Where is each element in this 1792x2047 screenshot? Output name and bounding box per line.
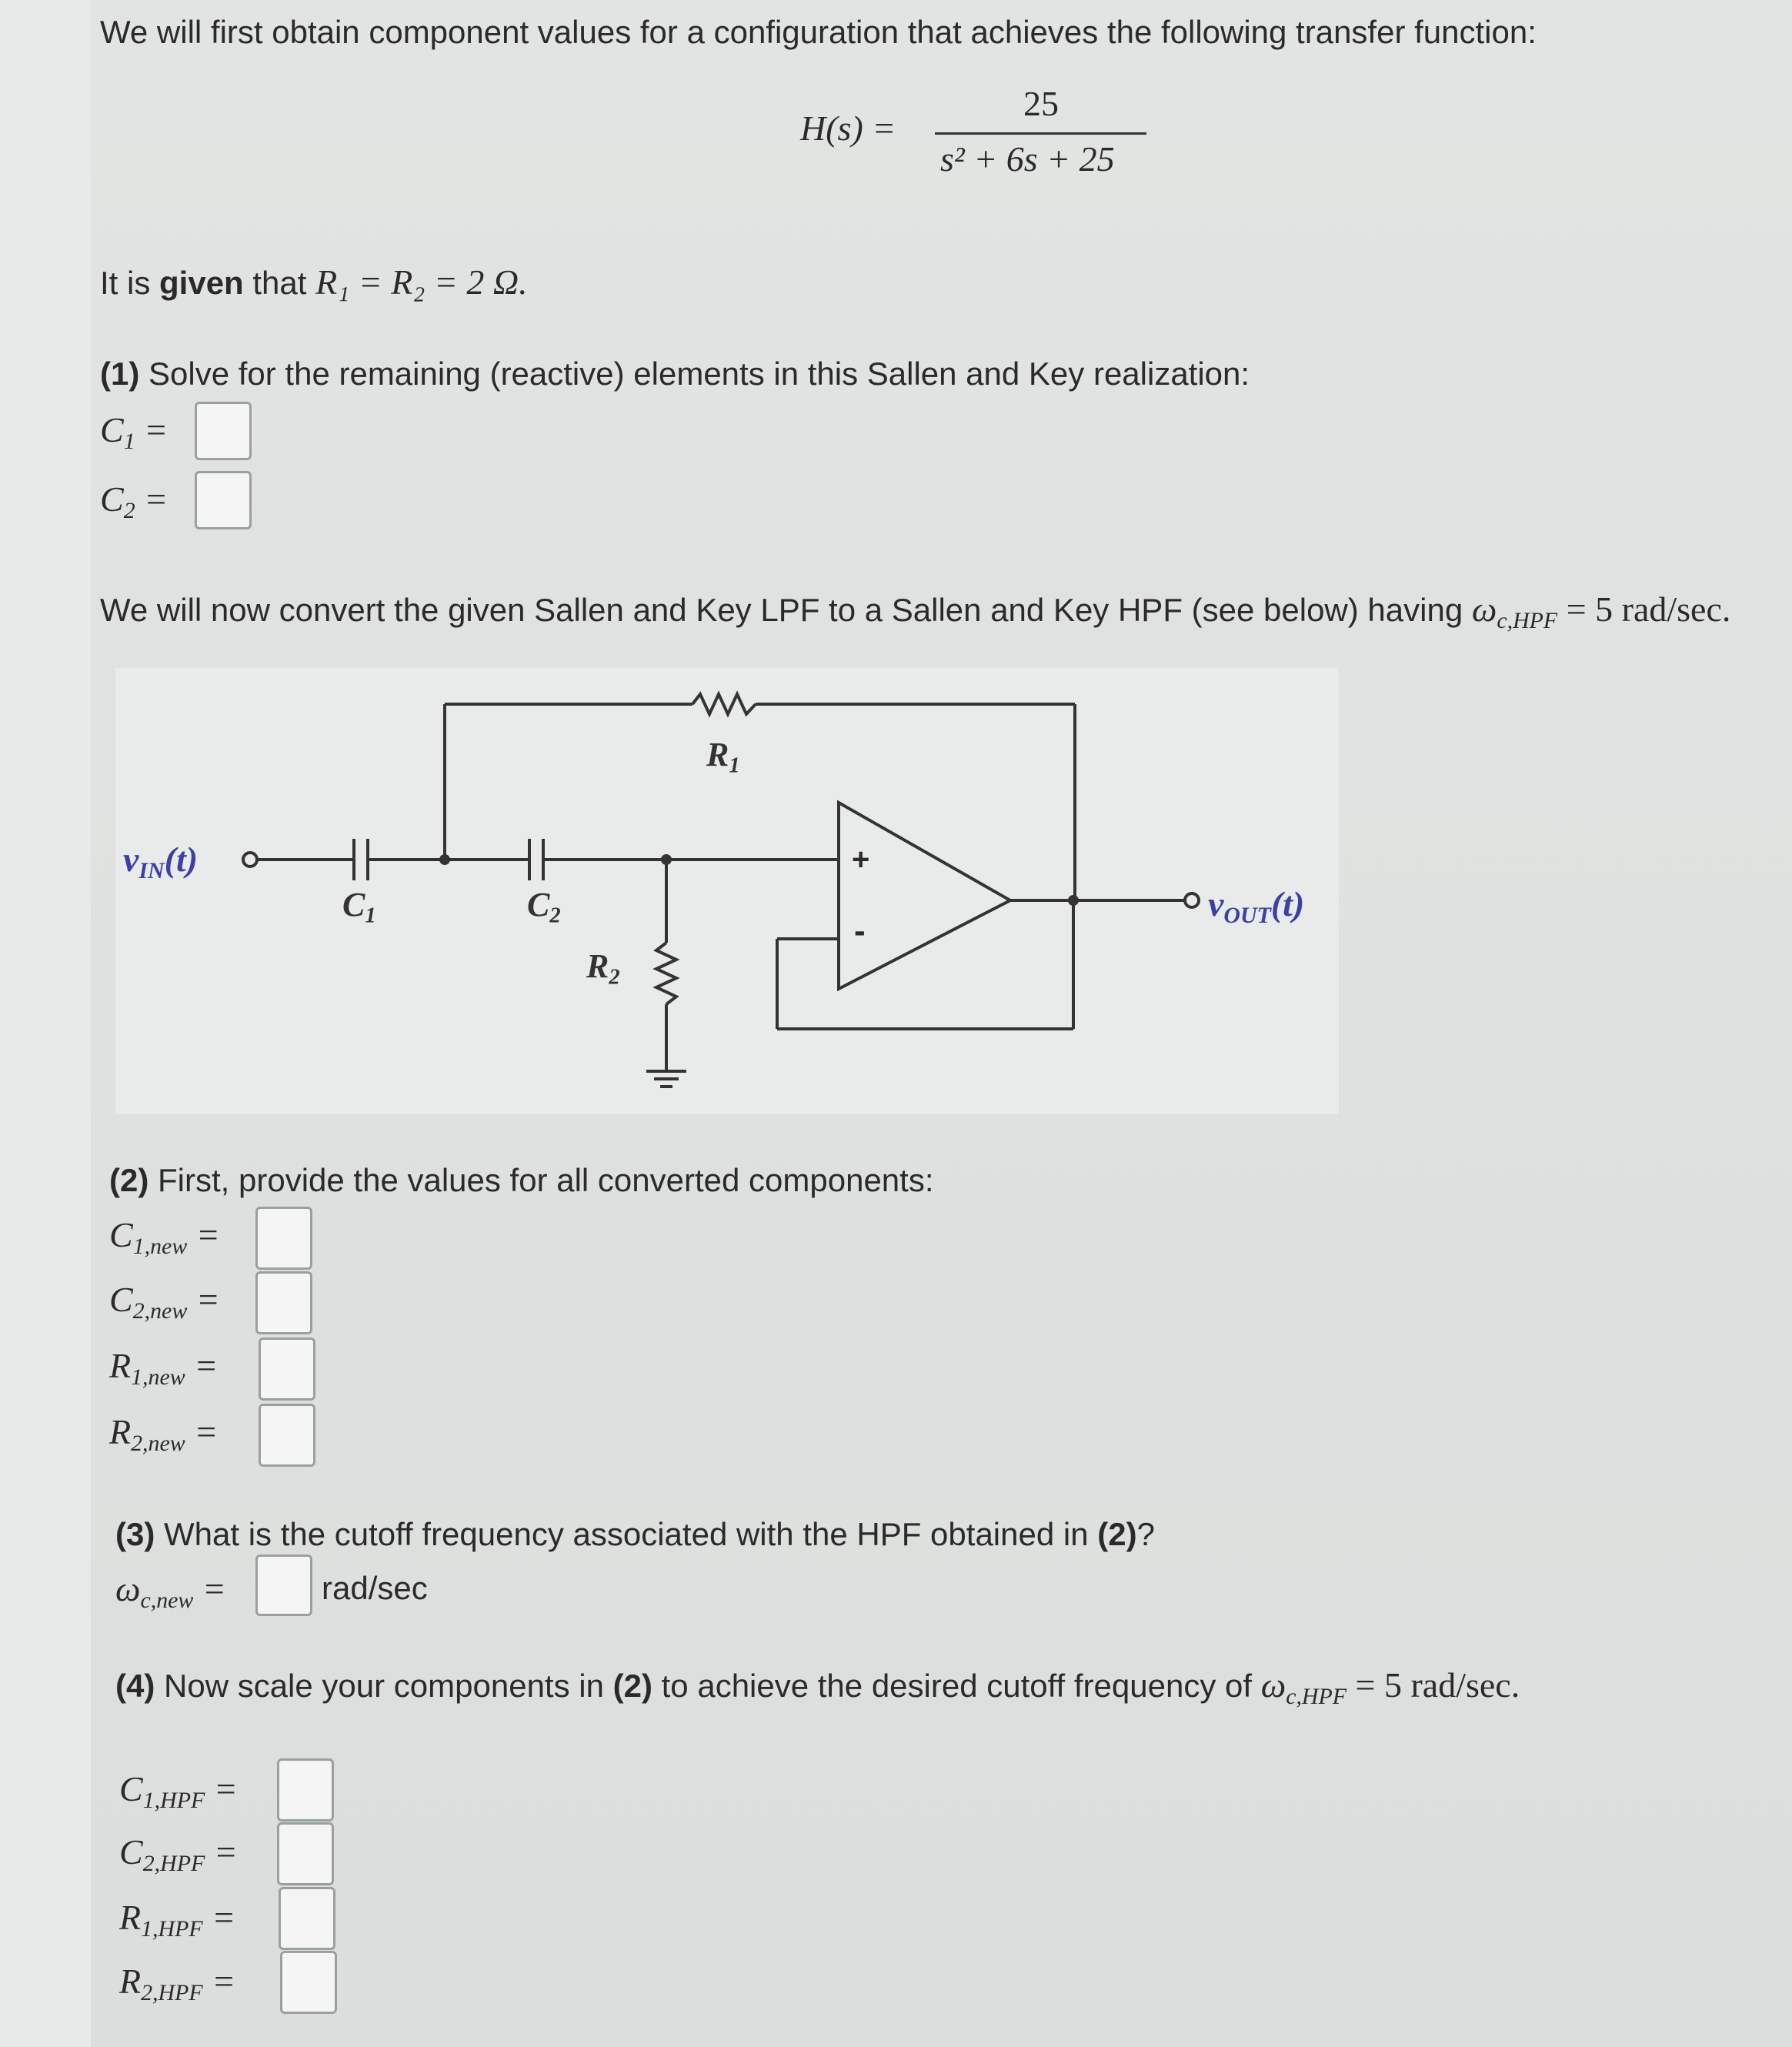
part2-number: (2)	[109, 1162, 149, 1198]
wcnew-sub: c,new	[140, 1587, 194, 1613]
tf-lhs: H(s) =	[800, 109, 896, 148]
c1-label-main: C	[100, 410, 124, 449]
r1hpf-main: R	[119, 1898, 142, 1937]
r2new-label	[109, 1411, 218, 1457]
c1hpf-main: C	[119, 1769, 143, 1808]
c1hpf-eq: =	[205, 1769, 238, 1808]
c1-label-sub: 1	[123, 428, 135, 454]
c2new-sub: 2,new	[132, 1297, 188, 1324]
part3-text: What is the cutoff frequency associated with the HPF obtained in	[155, 1516, 1098, 1552]
c1hpf-input[interactable]	[277, 1758, 334, 1822]
part4-omega-sub: c,HPF	[1286, 1683, 1347, 1709]
wcnew-label	[115, 1568, 226, 1614]
part4-math	[1260, 1665, 1347, 1709]
given-bold: given	[159, 265, 244, 301]
r1hpf-input[interactable]	[279, 1887, 335, 1950]
part4-number: (4)	[115, 1668, 155, 1704]
r1hpf-sub: 1,HPF	[141, 1915, 203, 1942]
c2hpf-sub: 2,HPF	[142, 1850, 205, 1876]
r2-circuit-main: R	[586, 947, 609, 985]
c2-circuit-main: C	[527, 886, 550, 923]
part4-ref: (2)	[612, 1668, 652, 1704]
part3-ref: (2)	[1097, 1516, 1137, 1552]
r2new-sub: 2,new	[131, 1430, 185, 1456]
intro-text: We will first obtain component values for a configuration that achieves the following transfer function:	[100, 14, 1537, 50]
c1new-input[interactable]	[255, 1207, 312, 1270]
c1new-main: C	[109, 1215, 133, 1254]
vout-terminal	[1185, 893, 1199, 907]
r2new-main: R	[109, 1412, 132, 1451]
c2-circuit-sub: 2	[549, 903, 561, 928]
r2hpf-sub: 2,HPF	[141, 1979, 203, 2005]
c1-label-eq: =	[135, 410, 169, 449]
part4-math-rest: = 5 rad/sec.	[1347, 1665, 1520, 1705]
r1hpf-label	[119, 1897, 235, 1942]
c1-circuit-sub: 1	[365, 903, 376, 928]
part2-text: First, provide the values for all converted components:	[148, 1162, 934, 1198]
r1new-sub: 1,new	[131, 1364, 185, 1390]
convert-prefix: We will now convert the given Sallen and Key LPF to a Sallen and Key HPF (see below) having	[100, 592, 1472, 628]
c2hpf-main: C	[119, 1832, 143, 1872]
vin-main: v	[123, 840, 139, 879]
r2new-eq: =	[185, 1412, 219, 1451]
c2-label-sub: 2	[123, 497, 135, 523]
c1new-sub: 1,new	[132, 1233, 188, 1259]
r2hpf-main: R	[119, 1962, 142, 2001]
given-prefix: It is	[100, 265, 160, 301]
c2-circuit-label	[527, 885, 561, 929]
r2hpf-input[interactable]	[280, 1951, 337, 2014]
r1-circuit-label	[706, 735, 740, 779]
part4-text-b: to achieve the desired cutoff frequency of	[652, 1668, 1261, 1704]
convert-omega: ω	[1471, 589, 1497, 629]
vout-label	[1208, 883, 1304, 929]
vout-arg: (t)	[1270, 884, 1305, 923]
part4-omega: ω	[1260, 1665, 1286, 1705]
r1new-eq: =	[185, 1346, 219, 1385]
r2new-input[interactable]	[259, 1404, 315, 1467]
given-math: R₁ = R₂ = 2 Ω.	[315, 262, 528, 302]
opamp-plus: +	[852, 843, 870, 877]
part3-prompt	[115, 1516, 1155, 1553]
r1hpf-eq: =	[202, 1898, 236, 1937]
wcnew-unit: rad/sec	[322, 1570, 428, 1606]
c1-circuit-main: C	[342, 886, 365, 923]
r2-circuit-sub: 2	[609, 965, 620, 990]
r1new-input[interactable]	[259, 1337, 315, 1401]
opamp-minus: -	[854, 912, 866, 950]
tf-denominator: s² + 6s + 25	[940, 139, 1115, 179]
c1new-label	[109, 1214, 220, 1260]
r1-circuit-main: R	[706, 736, 729, 773]
vin-sub: IN	[138, 857, 165, 883]
part1-text: Solve for the remaining (reactive) elements in this Sallen and Key realization:	[139, 356, 1250, 392]
c1new-eq: =	[187, 1215, 220, 1254]
vin-terminal	[243, 853, 257, 867]
c1hpf-sub: 1,HPF	[142, 1787, 205, 1813]
c2-label-eq: =	[135, 479, 169, 519]
part2-prompt	[109, 1162, 934, 1199]
r1new-label	[109, 1345, 218, 1391]
tf-numerator: 25	[1023, 84, 1059, 123]
r2hpf-eq: =	[202, 1962, 236, 2001]
vin-label	[123, 839, 198, 884]
convert-omega-sub: c,HPF	[1497, 607, 1558, 633]
c2new-eq: =	[187, 1280, 220, 1319]
part1-number: (1)	[100, 356, 140, 392]
part4-text-a: Now scale your components in	[155, 1668, 613, 1704]
part3-end: ?	[1136, 1516, 1155, 1552]
c2-label-main: C	[100, 479, 124, 519]
vout-main: v	[1208, 884, 1224, 923]
r1-circuit-sub: 1	[729, 753, 740, 778]
c2hpf-eq: =	[205, 1832, 238, 1872]
wcnew-main: ω	[115, 1569, 141, 1608]
part3-number: (3)	[115, 1516, 155, 1552]
c1-circuit-label	[342, 885, 376, 929]
c2hpf-label	[119, 1832, 238, 1877]
c2new-main: C	[109, 1280, 133, 1319]
r2-circuit-label	[586, 947, 620, 990]
vout-sub: OUT	[1223, 902, 1271, 928]
convert-math-rest: = 5 rad/sec.	[1557, 589, 1731, 629]
vin-arg: (t)	[164, 840, 199, 879]
c1hpf-label	[119, 1768, 238, 1814]
wcnew-input[interactable]	[255, 1554, 312, 1616]
c2new-label	[109, 1279, 220, 1324]
part4-prompt	[115, 1665, 1520, 1710]
r2hpf-label	[119, 1961, 235, 2006]
c2new-input[interactable]	[255, 1271, 312, 1334]
c2hpf-input[interactable]	[277, 1822, 334, 1885]
given-middle: that	[243, 265, 316, 301]
wcnew-eq: =	[193, 1569, 226, 1608]
r1new-main: R	[109, 1346, 132, 1385]
